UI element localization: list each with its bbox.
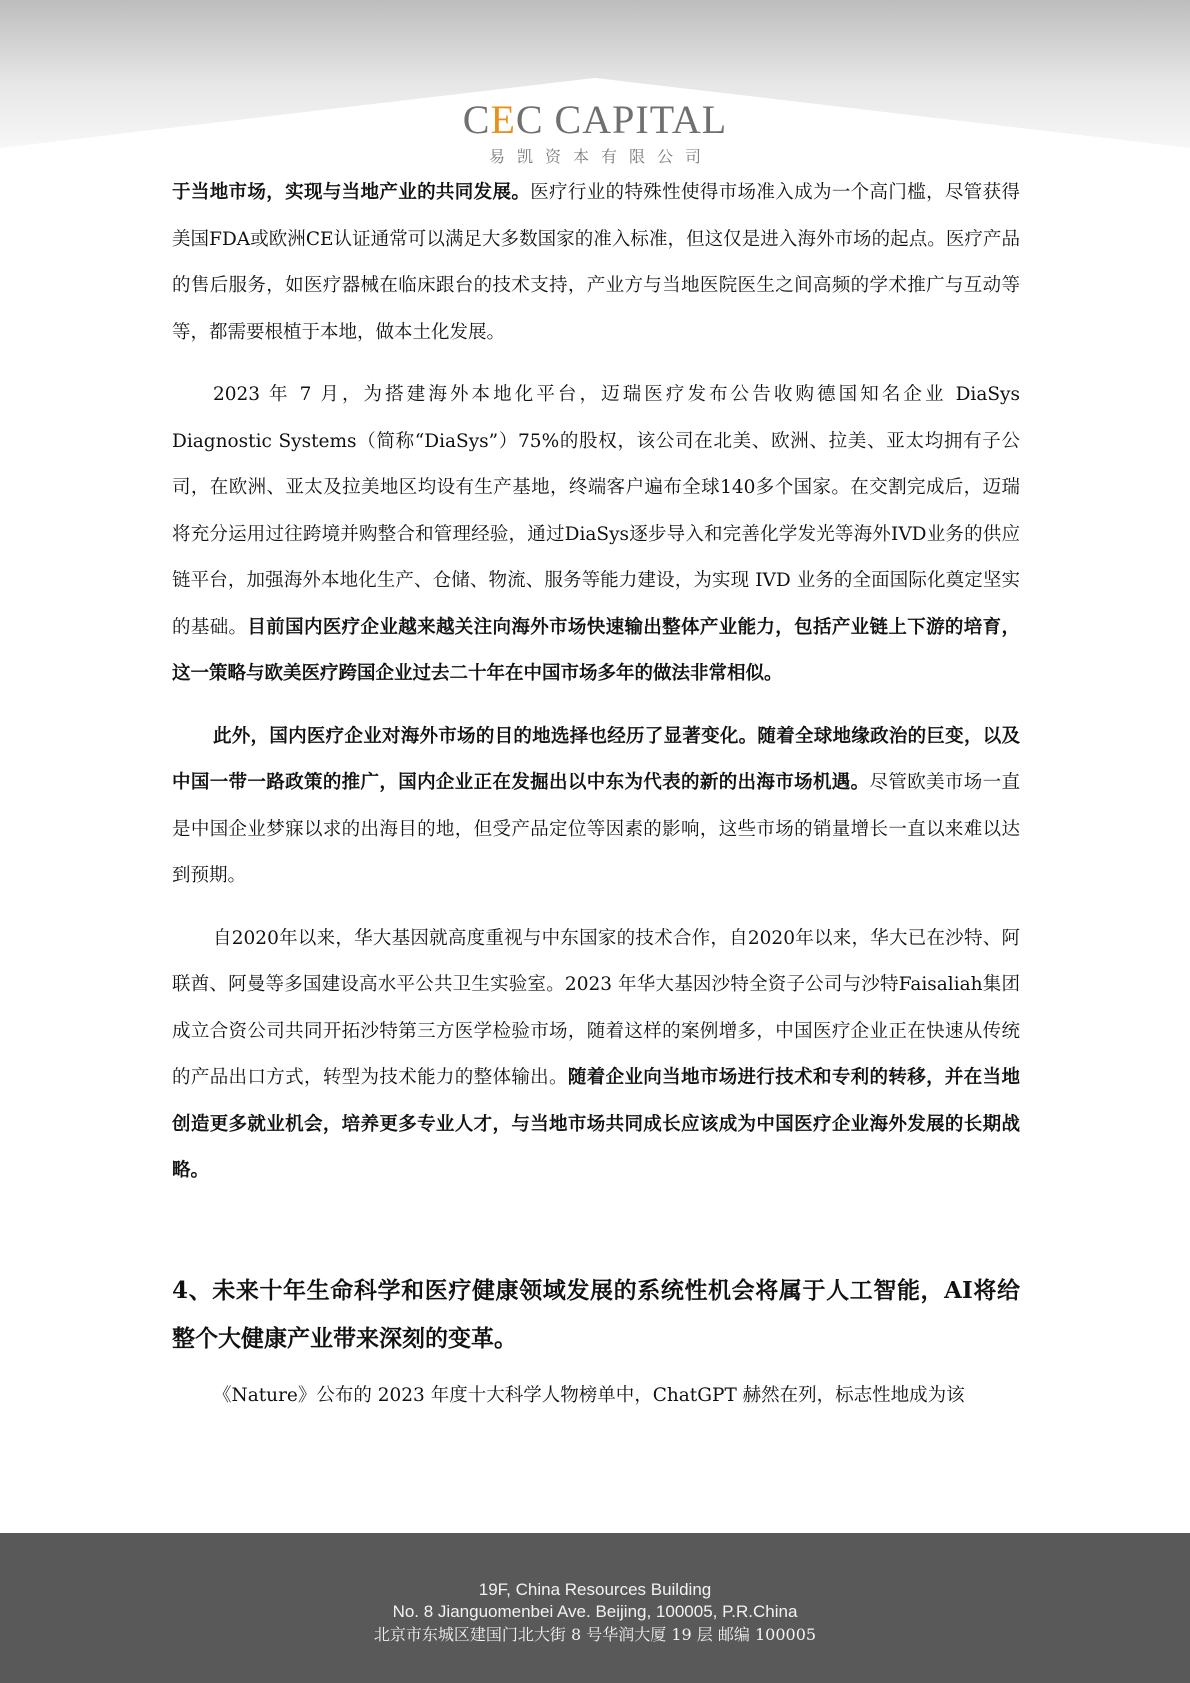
footer-address-chinese: 北京市东城区建国门北大街 8 号华润大厦 19 层 邮编 100005 <box>373 1625 817 1644</box>
footer-address-line1: 19F, China Resources Building <box>478 1580 712 1599</box>
paragraph-3-bold: 此外，国内医疗企业对海外市场的目的地选择也经历了显著变化。随着全球地缘政治的巨变，以及中国一带一路政策的推广，国内企业正在发掘出以中东为代表的新的出海市场机遇。 <box>172 725 1020 793</box>
paragraph-4 <box>172 916 1020 1195</box>
paragraph-1-text: 医疗行业的特殊性使得市场准入成为一个高门槛，尽管获得美国FDA或欧洲CE认证通常可以满足大多数国家的准入标准，但这仅是进入海外市场的起点。医疗产品的售后服务，如医疗器械在临床跟台的技术支持，产业方与当地医院医生之间高频的学术推广与互动等等，都需要根植于本地，做本土化发展。 <box>172 182 1020 343</box>
footer <box>0 1533 1190 1683</box>
paragraph-2-bold: 目前国内医疗企业越来越关注向海外市场快速输出整体产业能力，包括产业链上下游的培育，这一策略与欧美医疗跨国企业过去二十年在中国市场多年的做法非常相似。 <box>172 616 1020 684</box>
logo-wordmark: CEC CAPITAL <box>462 97 728 142</box>
paragraph-1-bold: 于当地市场，实现与当地产业的共同发展。 <box>172 182 531 203</box>
footer-address-line2: No. 8 Jianguomenbei Ave. Beijing, 100005, P.R.China <box>392 1602 798 1621</box>
paragraph-3 <box>172 714 1020 900</box>
paragraph-2-text: 2023 年 7 月，为搭建海外本地化平台，迈瑞医疗发布公告收购德国知名企业 DiaSys Diagnostic Systems（简称“DiaSys”）75%的股权，该公司在北美、欧洲、拉美、亚太均拥有子公司，在欧洲、亚太及拉美地区均设有生产基地，终端客户遍布全球140多个国家。在交割完成后，迈瑞将充分运用过往跨境并购整合和管理经验，通过DiaSys逐步导入和完善化学发光等海外IVD业务的供应链平台，加强海外本地化生产、仓储、物流、服务等能力建设，为实现 IVD 业务的全面国际化奠定坚实的基础。 <box>172 384 1021 638</box>
paragraph-5: 《Nature》公布的 2023 年度十大科学人物榜单中，ChatGPT 赫然在列，标志性地成为该 <box>213 1384 965 1406</box>
logo-subtitle: 易凯资本有限公司 <box>488 147 713 166</box>
paragraph-4-text: 自2020年以来，华大基因就高度重视与中东国家的技术合作，自2020年以来，华大已在沙特、阿联酋、阿曼等多国建设高水平公共卫生实验室。2023 年华大基因沙特全资子公司与沙特Faisaliah集团成立合资公司共同开拓沙特第三方医学检验市场，随着这样的案例增多，中国医疗企业正在快速从传统的产品出口方式，转型为技术能力的整体输出。 <box>172 927 1020 1088</box>
paragraph-4-bold: 随着企业向当地市场进行技术和专利的转移，并在当地创造更多就业机会，培养更多专业人才，与当地市场共同成长应该成为中国医疗企业海外发展的长期战略。 <box>172 1067 1020 1181</box>
paragraph-1 <box>172 170 1020 356</box>
section-heading: 4、未来十年生命科学和医疗健康领域发展的系统性机会将属于人工智能，AI将给整个大健康产业带来深刻的变革。 <box>172 1276 1020 1352</box>
article-body <box>172 170 1020 1419</box>
paragraph-2 <box>172 372 1020 698</box>
paragraph-3-text: 尽管欧美市场一直是中国企业梦寐以求的出海目的地，但受产品定位等因素的影响，这些市场的销量增长一直以来难以达到预期。 <box>172 772 1020 886</box>
company-logo <box>0 97 1190 167</box>
